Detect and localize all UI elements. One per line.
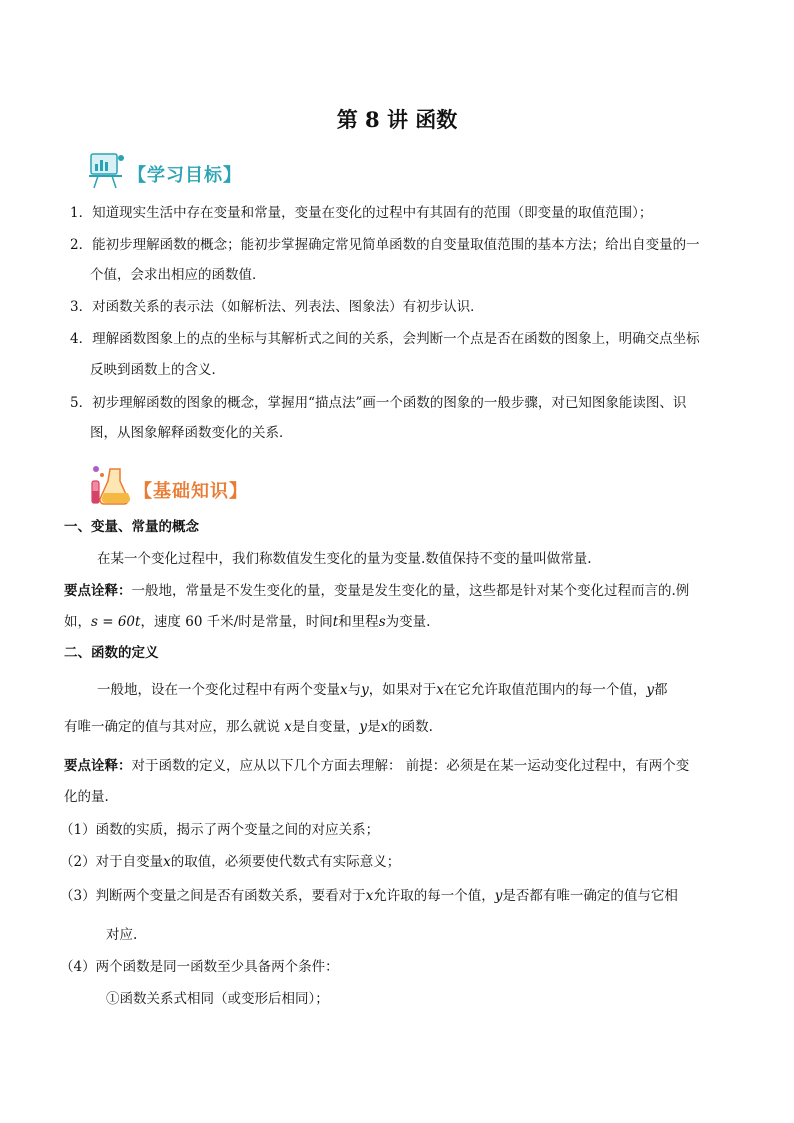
point-4: （4）两个函数是同一函数至少具备两个条件： [60,959,339,975]
key-note-2: 要点诠释：对于函数的定义，应从以下几个方面去理解： 前提：必须是在某一运动变化过程中，有两个变 [64,758,690,774]
key-note-label: 要点诠释： [64,758,132,774]
goal-line-2: 2．能初步理解函数的概念；能初步掌握确定常见简单函数的自变量取值范围的基本方法；给出自变量的一 [70,237,700,253]
point-2: （2）对于自变量x的取值，必须要使代数式有实际意义； [60,854,401,870]
page-title: 第 8 讲 函数 [336,107,458,132]
heading-variables-constants: 一、变量、常量的概念 [64,519,199,535]
point-3-cont: 对应. [106,927,138,943]
heading-function-definition: 二、函数的定义 [64,645,159,661]
presentation-board-icon [88,150,128,190]
goal-line-5-cont: 图，从图象解释函数变化的关系． [90,425,293,441]
function-definition: 一般地，设在一个变化过程中有两个变量x与y，如果对于x在它允许取值范围内的每一个值，y都 [97,682,668,698]
goal-line-4-cont: 反映到函数上的含义． [90,362,225,378]
formula-s-60t: s = 60t [91,614,141,630]
learning-goals-banner [88,150,258,196]
point-1: （1）函数的实质，揭示了两个变量之间的对应关系； [60,822,380,838]
point-3: （3）判断两个变量之间是否有函数关系，要看对于x允许取的每一个值，y是否都有唯一确定的值与它相 [60,888,678,904]
goal-line-1: 1．知道现实生活中存在变量和常量，变量在变化的过程中有其固有的范围（即变量的取值范围）； [70,205,653,221]
goal-line-4: 4．理解函数图象上的点的坐标与其解析式之间的关系，会判断一个点是否在函数的图象上，明确交点坐标 [70,331,700,347]
key-note-2-cont: 化的量. [64,789,109,805]
key-note-label: 要点诠释： [64,583,132,599]
goal-line-2-cont: 个值，会求出相应的函数值． [90,267,266,283]
learning-goals-label: 【学习目标】 [128,165,242,186]
goal-line-3: 3．对函数关系的表示法（如解析法、列表法、图象法）有初步认识． [70,299,484,315]
basic-knowledge-label: 【基础知识】 [134,481,248,502]
function-definition-cont: 有唯一确定的值与其对应，那么就说 x是自变量，y是x的函数. [64,719,433,735]
point-4-item-1: ①函数关系式相同（或变形后相同）； [106,991,329,1007]
basic-knowledge-banner [88,463,258,509]
lab-flask-icon [88,463,132,507]
variables-definition: 在某一个变化过程中，我们称数值发生变化的量为变量.数值保持不变的量叫做常量. [97,551,592,567]
key-note-1-cont: 如，s = 60t，速度 60 千米/时是常量，时间t和里程s为变量. [64,614,431,630]
key-note-1: 要点诠释：一般地，常量是不发生变化的量，变量是发生变化的量，这些都是针对某个变化过程而言的.例 [64,583,690,599]
goal-line-5: 5．初步理解函数的图象的概念，掌握用“描点法”画一个函数的图象的一般步骤，对已知图象能读图、识 [70,395,687,411]
